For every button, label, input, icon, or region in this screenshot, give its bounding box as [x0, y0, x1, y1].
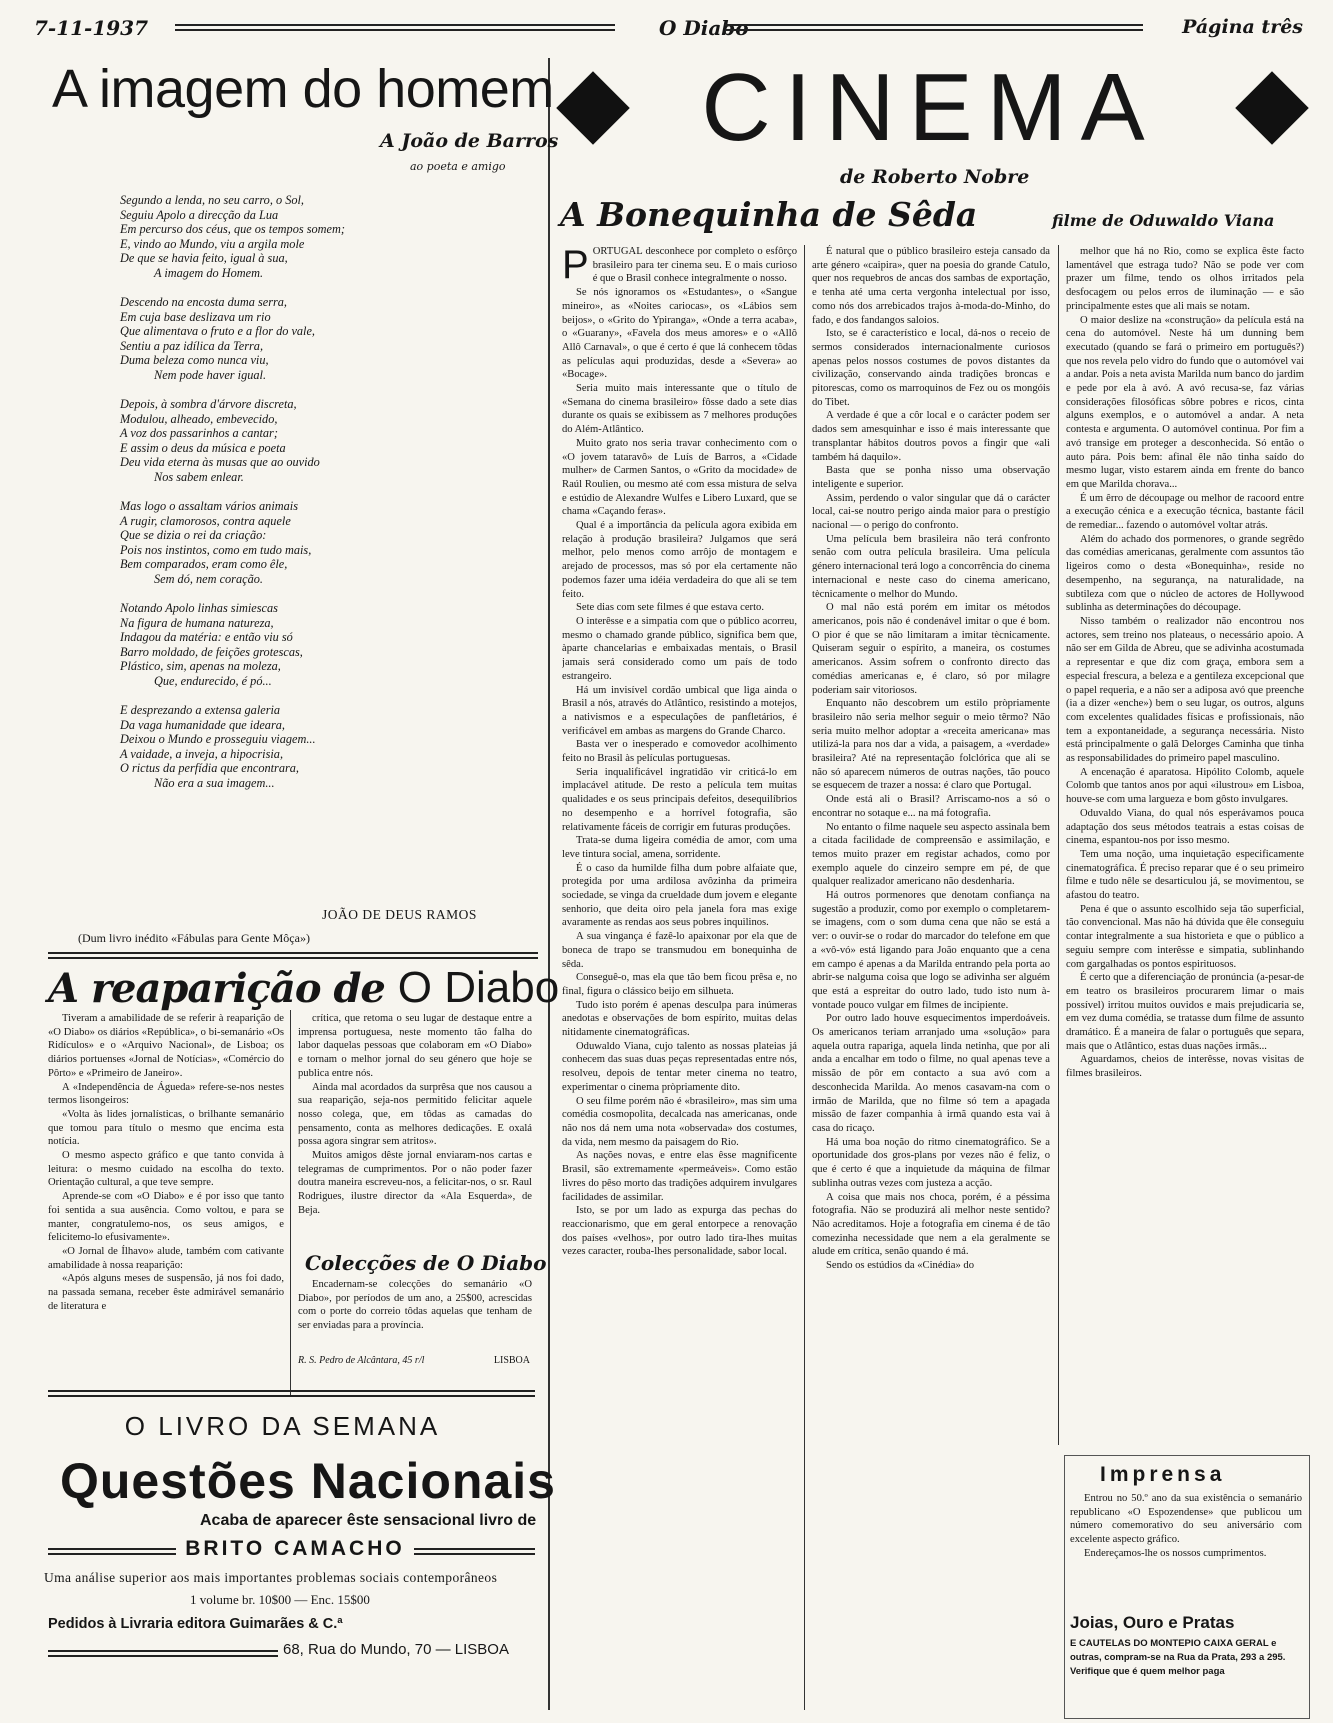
- poem-bottom-rule: [48, 952, 538, 959]
- poem-line: Que, endurecido, é pó...: [154, 673, 272, 688]
- imprensa-title: Imprensa: [1100, 1463, 1226, 1486]
- paragraph: Assim, perdendo o valor singular que dá o carácter local, cai-se noutro perigo ainda maior para o prestígio nacional — o perigo do confronto.: [812, 492, 1050, 532]
- poem-line: Nos sabem enlear.: [154, 469, 244, 484]
- paragraph: Há uma boa noção do ritmo cinematográfico. Se a oportunidade dos gros-plans por vezes não é feliz, o que é certo é que a inquietude da máquina de filmar sublinha outras vezes com justeza a acção.: [812, 1136, 1050, 1189]
- paragraph: Uma película bem brasileira não terá confronto senão com outra película brasileira. Uma película género internacional terá logo a concorrência do cinema internacional e neste caso do cinema americano, tècnicamente o melhor do Mundo.: [812, 533, 1050, 600]
- paragraph: Ainda mal acordados da surprêsa que nos causou a sua reaparição, seja-nos permitido felicitar aquele nosso colega, que, em tôdas as camadas do pensamento, conta as melhores dedicações. E oxalá possa agora singrar sem atritos».: [298, 1081, 532, 1148]
- cinema-column-3: [1066, 245, 1304, 1445]
- paragraph: crítica, que retoma o seu lugar de destaque entre a imprensa portuguesa, neste momento tão falha do labor daquelas pessoas que colaboram em «O Diabo» e tornam o melhor jornal do seu género que hoje se publica entre nós.: [298, 1013, 532, 1079]
- poem-line: Descendo na encosta duma serra,: [120, 295, 288, 309]
- poem-line: Que se dizia o rei da criação:: [120, 528, 267, 542]
- paragraph: Seria inqualificável ingratidão vir criticá-lo em implacável atitude. De resto a película tem muitas qualidades e os seus principais defeitos, desequilíbrios no desempenho e a horrível fotografia, são relativamente fáceis de corrigir em futuras produções.: [562, 766, 797, 833]
- paragraph: O seu filme porém não é «brasileiro», mas sim uma comédia cosmopolita, decalcada nas americanas, onde não nos dá nem uma nota «observada» dos costumes, da vida, nem mesmo da paisagem do Rio.: [562, 1095, 797, 1148]
- poem-line: Notando Apolo linhas simiescas: [120, 601, 278, 615]
- column-divider-cinema-1: [804, 245, 805, 1710]
- paragraph: O mal não está porém em imitar os métodos americanos, pois não é condenável imitar o que é bom. O pior é que se não limitaram a imitar tècnicamente. Quiseram seguir o espírito, a maneira, os costumes americanos. Assim sofrem o confronto directo das comédias americanas e, é claro, só por milagre poderiam sair vitoriosos.: [812, 602, 1050, 696]
- paragraph: Muitos amigos dêste jornal enviaram-nos cartas e telegramas de cumprimentos. Por o não poder fazer doutra maneira escreveu-nos, a felicitar-nos, o sr. Raul Rodrigues, ilustre director da «Ala Esquerda», de Beja.: [298, 1150, 532, 1216]
- cinema-column-2: [812, 245, 1050, 1710]
- paragraph: «Após alguns meses de suspensão, já nos foi dado, na passada semana, receber êste admirável semanário de literatura e: [48, 1273, 284, 1312]
- collections-address: [298, 1355, 530, 1366]
- paragraph: Tem uma noção, uma inquietação especificamente cinematográfica. É preciso reparar que é o seu primeiro filme e tudo nêle se desarticulou já, se movimentou, se afastou do teatro.: [1066, 848, 1304, 902]
- book-author: BRITO CAMACHO: [185, 1537, 405, 1560]
- poem-line: Seguiu Apolo a direcção da Lua: [120, 207, 279, 222]
- book-announcement: Acaba de aparecer êste sensacional livro de: [200, 1512, 537, 1529]
- poem-stanza: [120, 499, 540, 586]
- paragraph: A encenação é aparatosa. Hipólito Colomb, aquele Colomb que tantos anos por aqui «ilustrou» em Lisboa, houve-se com uma largueza e bom gôsto invulgares.: [1066, 766, 1304, 806]
- paragraph: Sete dias com sete filmes é que estava certo.: [576, 602, 764, 614]
- poem-line: Barro moldado, de feições grotescas,: [120, 644, 303, 659]
- paragraph: «Volta às lides jornalísticas, o brilhante semanário que tomou para título o mesmo que encima esta notícia.: [48, 1108, 284, 1148]
- collections-city: LISBOA: [493, 1355, 530, 1366]
- paragraph: Aguardamos, cheios de interêsse, novas visitas de filmes brasileiros.: [1066, 1054, 1304, 1080]
- book-orders: Pedidos à Livraria editora Guimarães & C.ª: [48, 1616, 343, 1632]
- poem-line: Não era a sua imagem...: [154, 775, 275, 790]
- jewelry-ad-text: E CAUTELAS DO MONTEPIO CAIXA GERAL e outras, compram-se na Rua da Prata, 293 a 295. Verifique que é quem melhor paga: [1070, 1638, 1286, 1677]
- poem-line: Sem dó, nem coração.: [154, 571, 263, 586]
- paragraph: No entanto o filme naquele seu aspecto assinala bem a citada facilidade de compreensão e assimilação, e temos muito prazer em registar achados, como por exemplo aquele do cinzeiro sempre em pé, de que qualquer realizador americano não desdenharia.: [812, 821, 1050, 888]
- poem-line: Mas logo o assaltam vários animais: [120, 499, 298, 513]
- issue-date: 7-11-1937: [34, 16, 149, 40]
- paragraph: Oduvaldo Viana, do qual nós esperávamos pouca adaptação dos seus métodos teatrais a estas coisas de cinema, espantou-nos por isso mesmo.: [1066, 807, 1304, 847]
- poem-line: A imagem do Homem.: [154, 265, 264, 280]
- paragraph: Trata-se duma ligeira comédia de amor, com uma leve tintura social, amena, sorridente.: [562, 835, 797, 860]
- poem-line: O rictus da perfídia que encontrara,: [120, 761, 299, 775]
- paragraph: É natural que o público brasileiro esteja cansado da arte género «caipira», quer na poesia do grande Catulo, quer nos requebros de ancas dos sambas de exportação, e tenha até uma certa vergonha intelectual por isso, como nós dos arrebicados trajos à-moda-do-Minho, do fado, e dos fandangos saloios.: [812, 246, 1050, 326]
- masthead: O Diabo: [659, 16, 749, 40]
- paragraph: Tudo isto porém é apenas desculpa para inúmeras anedotas e observações de bom espírito, muitas delas nitidamente cinematográficas.: [562, 999, 797, 1039]
- paragraph: Seria muito mais interessante que o título de «Semana do cinema brasileiro» fôsse dado a sete dias durante os quais se exibissem as 7 melhores produções do Além-Atlântico.: [562, 383, 797, 436]
- book-author-rule-left: [48, 1548, 176, 1555]
- poem-line: Indagou da matéria: e então viu só: [120, 630, 293, 644]
- paragraph: Pena é que o assunto escolhido seja tão superficial, tão convencional. Mas não há dúvida que êle conseguiu contar integralmente a sua historieta e que o público a seguiu sempre com interêsse e simpatia, sublinhando com gargalhadas os pontos espirituosos.: [1066, 903, 1304, 970]
- poem-line: Sentiu a paz idílica da Terra,: [120, 338, 264, 353]
- poem-dedication-note: ao poeta e amigo: [410, 160, 506, 173]
- poem-source: (Dum livro inédito «Fábulas para Gente Môça»): [78, 931, 310, 945]
- paragraph: A «Independência de Águeda» refere-se-nos nestes termos lisongeiros:: [48, 1081, 284, 1107]
- poem-author: JOÃO DE DEUS RAMOS: [322, 907, 477, 922]
- poem-line: Depois, à sombra d'árvore discreta,: [120, 397, 297, 411]
- cinema-first-paragraph: ORTUGAL desconhece por completo o esfôrço brasileiro para ter cinema seu. E o mais curioso é que o Brasil conhece integralmente o nosso.: [592, 246, 797, 285]
- jewelry-ad-title: Joias, Ouro e Pratas: [1070, 1613, 1235, 1632]
- film-credit: filme de Oduwaldo Viana: [1052, 211, 1275, 230]
- poem-line: Plástico, sim, apenas na moleza,: [120, 659, 281, 673]
- paragraph: É um êrro de découpage ou melhor de racoord entre a execução cénica e a execução técnica, bastante fácil de remediar... fazendo o automóvel voltar atrás.: [1066, 492, 1304, 532]
- poem-line: Em percurso dos céus, que os tempos somem;: [120, 222, 345, 236]
- paragraph: O mesmo aspecto gráfico e que tanto convida à leitura: o mesmo cuidado na escolha do texto. Orientação cultural, a que teve sempre.: [48, 1150, 284, 1189]
- collections-title: Colecções de O Diabo: [305, 1251, 547, 1275]
- paragraph: Entrou no 50.º ano da sua existência o semanário republicano «O Espozendense» que publicou um número comemorativo do seu aniversário com excelente aspecto gráfico.: [1070, 1493, 1302, 1546]
- book-title: Questões Nacionais: [60, 1453, 556, 1509]
- paragraph: Além do achado dos pormenores, o grande segrêdo das comédias americanas, geralmente com assuntos tão ligeiros como o desta «Bonequinha», reside no desempenho, na segurança, na naturalidade, na subtileza com que o núcleo de actores de Hollywood sublinha as determinações do découpage.: [1066, 533, 1304, 614]
- paragraph: Por outro lado houve esquecimentos imperdoáveis. Os americanos teriam arranjado uma «solução» para aquela outra rapariga, aquela linda netinha, que por ali anda a encalhar em todo o filme, no qual apenas teve a missão de pôr em contacto a sua avó com a desconhecida Marilda. Ao menos casavam-na com o irmão de Marilda, que no filme só tem a apagada missão de fazer companhia à irmã quando esta vai à casa do ricaço.: [812, 1013, 1050, 1134]
- paragraph: O interêsse e a simpatia com que o público acorreu, mesmo o chamado grande público, significa bem que, àparte chancelarias e embaixadas mentais, o Brasil jamais será considerado como um país de todo estrangeiro.: [562, 615, 797, 682]
- poem-line: Segundo a lenda, no seu carro, o Sol,: [120, 193, 304, 207]
- book-address: 68, Rua do Mundo, 70 — LISBOA: [283, 1641, 509, 1658]
- page-number: Página três: [1182, 16, 1303, 38]
- book-of-week-heading: O LIVRO DA SEMANA: [124, 1411, 441, 1441]
- cinema-column-1-paragraphs: [562, 286, 797, 1259]
- collections-street: R. S. Pedro de Alcântara, 45 r/l: [298, 1355, 425, 1366]
- paragraph: Conseguê-o, mas ela que tão bem ficou prêsa e, no final, figura o clássico beijo em silhueta.: [562, 972, 797, 997]
- poem-line: E assim o deus da música e poeta: [120, 440, 286, 455]
- paragraph: Endereçamos-lhe os nossos cumprimentos.: [1084, 1547, 1267, 1559]
- paragraph: Oduwaldo Viana, cujo talento as nossas plateias já conhecem das suas duas peças representadas entre nós, resolveu, depois de tentar meter cinema no teatro, experimentar o cinema pròpriamente dito.: [562, 1040, 797, 1093]
- paragraph: Enquanto não descobrem um estilo pròpriamente brasileiro não seria melhor seguir o meio têrmo? Não seria muito melhor adoptar a «receita americana» mas utilizá-la para nos dar a vida, a paisagem, a «verdade» brasileira? Até na representação folclórica que ali se não só aparecem números de outras nações, tão pouco se esquecem de trazer a nossa: é claro que Portugal.: [812, 698, 1050, 792]
- poem-line: A vaidade, a inveja, a hipocrisia,: [120, 746, 284, 761]
- poem-line: Bem comparados, eram como êle,: [120, 557, 288, 571]
- paragraph: Nisso também o realizador não encontrou nos actores, sem treino nos plateaus, o necessário apoio. A não ser em Gilda de Abreu, que se adivinha acostumada a representar e que diz com graça, embora sem a especial frescura, a beleza e a gentileza excepcional que o papel requeria, e a não ser a adiposa avó que preenche (ia a dizer «enche») bem o seu lugar, os outros, alguns com excelentes qualidades físicas e profissionais, não tem a expontaneidade, a segurança necessária. Nisto está principalmente o galã Delorges Caminha que tinha as responsabilidades do primeiro papel masculino.: [1066, 615, 1304, 765]
- poem-line: Modulou, alheado, embevecido,: [120, 411, 278, 426]
- paragraph: Há um invisível cordão umbical que liga ainda o Brasil a nós, através do Atlântico, resistindo a motejos, a nativismos e a especulações de panfletários, é verificável em ambas as margens do Grande Charco.: [562, 684, 797, 737]
- book-author-rule-right: [414, 1548, 535, 1555]
- column-divider-cinema-2: [1058, 245, 1059, 1445]
- paragraph: Basta que se ponha nisso uma observação inteligente e superior.: [812, 465, 1050, 490]
- book-description: Uma análise superior aos mais importantes problemas sociais contemporâneos: [44, 1570, 498, 1585]
- paragraph: Onde está ali o Brasil? Arriscamo-nos a só o encontrar no sotaque e... na má fotografia.: [812, 794, 1050, 819]
- poem-dedication: A João de Barros: [380, 130, 559, 152]
- poem-line: Nem pode haver igual.: [154, 367, 267, 382]
- reappearance-heading-script: A reaparição de: [48, 965, 385, 1012]
- paragraph: É o caso da humilde filha dum pobre alfaiate que, protegida por uma ardilosa avôzinha da primeira sociedade, se vinga da crueldade dum jovem e elegante senhorio, que deita oiro pela janela fora mas exige avaramente as rendas aos seus pobres inquilinos.: [562, 862, 797, 929]
- paragraph: Há outros pormenores que denotam confiança na sugestão a produzir, como por exemplo o completarem-se imagens, com o som duma cena que não se está a ver: o ouvir-se o rodar do marcador do telefone em que a «vô-vó» está ligando para João enquanto que a cena em campo é apenas a da Marilda entrando pela porta ao abrir-se nalguma coisa que logo se adivinha ser alguém que está a espreitar do outro lado, tudo isto num à-vontade pouco vulgar em filmes de incipiente.: [812, 890, 1050, 1011]
- paragraph: Qual é a importância da película agora exibida em relação à produção brasileira? Julgamos que será melhor, pelo menos como arrôjo de montagem e arejado de processos, mas só por ela certamente não podemos fazer uma idéia verdadeira do que ali se tem feito.: [562, 520, 797, 600]
- paragraph: Se nós ignoramos os «Estudantes», o «Sangue mineiro», as «Noites cariocas», os «Lábios sem beijos», o «Grito do Ypiranga», «Onde a terra acaba», o «Guarany», «Favela dos meus amores» e o «Allô Allô Carnaval», o que é certo é que lá conhecem tôdas as películas aqui produzidas, desde a «Severa» ao «Bocage».: [562, 287, 797, 381]
- paragraph: Isto, se é característico e local, dá-nos o receio de sermos considerados internacionalmente curiosos apenas pelos nossos costumes de povos distantes da civilização, conservando ainda tradições broncas e pitorescas, como os marroquinos de Fez ou os mongóis do Tibet.: [812, 328, 1050, 408]
- paragraph: A sua vingança é fazê-lo apaixonar por ela que de boneca de trapo se transmudou em bonequinha de sêda.: [562, 931, 797, 970]
- poem-line: Pois nos instintos, como em tudo mais,: [120, 542, 312, 557]
- poem-line: Deixou o Mundo e prosseguiu viagem...: [120, 732, 316, 746]
- poem-line: E, vindo ao Mundo, viu a argila mole: [120, 236, 305, 251]
- paragraph: Aprende-se com «O Diabo» e é por isso que tanto foi sentida a sua ausência. Como voltou, e para se manter, congratulemo-nos, os seus amigos, e felicitemo-lo efusivamente».: [48, 1191, 284, 1244]
- paragraph: Sendo os estúdios da «Cinédia» do: [826, 1260, 975, 1272]
- paragraph: As nações novas, e entre elas êsse magnificente Brasil, são extremamente «permeáveis». Como estão livres do pêso morto das tradições adquirem invulgares facilidades de assimilar.: [562, 1150, 797, 1203]
- paragraph: O maior deslize na «construção» da película está na cena do automóvel. Neste há um dunning bem executado (quando se fará o primeiro em português?) que nos revela pelo vidro do fundo que o automóvel vai a andar. Pois a neta avista Marilda num banco do jardim e pede por ela à avó. A avó recusa-se, faz várias considerações filosóficas sôbre pobres e ricos, cinta alguns exemplos, e o automóvel a andar. A neta contesta e argumenta. O automóvel continua. Por fim a avó transige em proteger a desconhecida. Só então o auto pára. Pois bem: afinal êle não tinha saído do mesmo lugar, visto estarem ainda em frente do banco em que Marilda chorava...: [1066, 314, 1304, 490]
- poem-stanza: [120, 601, 540, 688]
- book-address-rule: [48, 1650, 278, 1657]
- poem-line: A rugir, clamorosos, contra aquele: [120, 513, 291, 528]
- collections-paragraph: Encadernam-se colecções do semanário «O Diabo», por períodos de um ano, a 25$00, acrescidas com o porte do correio tôdas aquelas que tenham de ser enviadas para a província.: [298, 1279, 532, 1332]
- paragraph: A verdade é que a côr local e o carácter podem ser dados sem amesquinhar e isso é mais interessante que transplantar hábitos doutros povos a fingir que «ali também há daquilo».: [812, 410, 1050, 463]
- reappearance-heading-masthead: O Diabo: [397, 963, 560, 1012]
- poem-title: A imagem do homem: [52, 59, 554, 119]
- poem-line: E desprezando a extensa galeria: [120, 703, 281, 717]
- reappearance-column-2: [298, 1012, 532, 1242]
- poem-line: Na figura de humana natureza,: [120, 615, 274, 630]
- poem-line: Duma beleza como nunca viu,: [120, 353, 269, 367]
- header-rule-right: [725, 24, 1143, 31]
- paragraph: Isto, se por um lado as expurga das pechas do reaccionarismo, que em geral entorpece a renovação dos países «velhos», por outro lado tira-lhes muitas vezes caracter, rouba-lhes personalidade, sabor local.: [562, 1205, 797, 1258]
- paragraph: A coisa que mais nos choca, porém, é a péssima fotografia. Não se produzirá ali melhor neste sentido? Não acreditamos. Hoje a fotografia em cinema é de tão comezinha necessidade que nem a ela geralmente se alude em crítica, senão quando é má.: [812, 1191, 1050, 1258]
- poem-stanza: [120, 397, 540, 484]
- paragraph: É certo que a diferenciação de pronúncia (a-pesar-de em teatro os brasileiros procurarem limar o mais possível) irritou muitos ouvidos e mais prejudicaria se, em vez duma comédia, se tratasse dum filme de assunto dramático. É a maneira de falar o português que separa, mais que o Atlântico, estas duas nações irmãs...: [1066, 972, 1304, 1052]
- book-ad-top-rule: [48, 1390, 535, 1397]
- poem-line: De que se havia feito, igual à sua,: [120, 251, 288, 265]
- book-price: 1 volume br. 10$00 — Enc. 15$00: [190, 1592, 370, 1607]
- poem-line: Da vaga humanidade que ideara,: [120, 717, 285, 732]
- paragraph: Muito grato nos seria travar conhecimento com o «O jovem tataravô» de Luís de Barros, a «Cidade mulher» de Carmen Santos, o «Grito da mocidade» de Raúl Roulien, ou mesmo até com essa mistura de selva e estúdio de Alexandre Wulfes e Libero Luxard, que se chama «Caçando feras».: [562, 437, 797, 518]
- reappearance-column-1: [48, 1012, 284, 1384]
- cinema-byline: de Roberto Nobre: [840, 166, 1030, 188]
- paragraph: «O Jornal de Ílhavo» alude, também com cativante amabilidade à nossa reaparição:: [48, 1245, 284, 1271]
- poem-stanza: [120, 703, 540, 790]
- poem-stanza: [120, 295, 540, 382]
- poem-body: [120, 193, 540, 805]
- collections-text: [298, 1278, 532, 1353]
- paragraph: Basta ver o inesperado e comovedor acolhimento feito no Brasil às películas portuguesas.: [562, 739, 797, 765]
- cinema-heading: CINEMA: [701, 54, 1159, 161]
- column-divider-reap: [290, 1010, 291, 1395]
- article-title: A Bonequinha de Sêda: [560, 195, 978, 234]
- poem-stanza: [120, 193, 540, 280]
- paragraph: melhor que há no Rio, como se explica êste facto lamentável que estraga tudo? Não se pode ver com prazer um filme, tendo os olhos irritados pela desfocagem ou pelos erros de iluminação — e são principalmente estes que ali mais se notam.: [1066, 246, 1304, 312]
- poem-line: Em cuja base deslizava um rio: [120, 309, 271, 324]
- poem-line: Deu vida eterna às musas que ao ouvido: [120, 455, 320, 469]
- reappearance-heading: [48, 963, 559, 1013]
- paragraph: Tiveram a amabilidade de se referir à reaparição de «O Diabo» os diários «República», o bi-semanário «Os Ridículos» e o «Arquivo Nacional», de Lisboa; os diários portuenses «Jornal de Notícias», «Comércio do Pôrto» e «Primeiro de Janeiro».: [48, 1013, 284, 1079]
- imprensa-body: [1070, 1492, 1302, 1602]
- poem-line: A voz dos passarinhos a cantar;: [120, 426, 278, 440]
- header-rule-left: [175, 24, 615, 31]
- cinema-column-1: [562, 245, 797, 1710]
- poem-line: Que alimentava o fruto e a flor do vale,: [120, 324, 316, 338]
- drop-cap: P: [562, 245, 589, 287]
